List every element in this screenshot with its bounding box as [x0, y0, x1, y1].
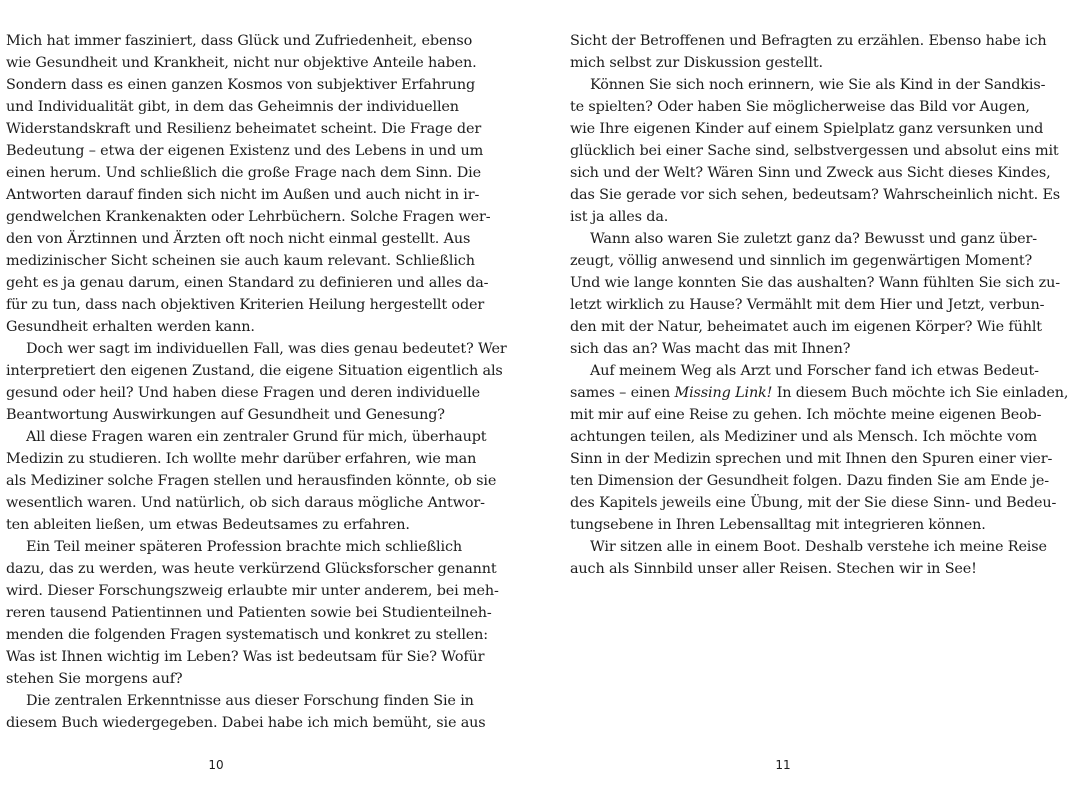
text-line: tungsebene in Ihren Lebensalltag mit integrieren können.	[570, 517, 986, 533]
text-line: das Sie gerade vor sich sehen, bedeutsam? Wahrscheinlich nicht. Es	[570, 187, 1061, 203]
right-page	[500, 0, 1068, 800]
text-span: In diesem Buch möchte ich Sie einladen,	[772, 385, 1068, 401]
text-line: geht es ja genau darum, einen Standard zu definieren und alles da-	[6, 275, 489, 291]
text-line: letzt wirklich zu Hause? Vermählt mit dem Hier und Jetzt, verbun-	[570, 297, 1045, 313]
text-line: Die zentralen Erkenntnisse aus dieser Forschung finden Sie in	[26, 693, 474, 709]
text-line: menden die folgenden Fragen systematisch und konkret zu stellen:	[6, 627, 488, 643]
text-line: All diese Fragen waren ein zentraler Grund für mich, überhaupt	[26, 429, 487, 445]
text-line: Mich hat immer fasziniert, dass Glück und Zufriedenheit, ebenso	[6, 33, 473, 49]
text-line: Medizin zu studieren. Ich wollte mehr darüber erfahren, wie man	[6, 451, 477, 467]
text-line: stehen Sie morgens auf?	[6, 671, 183, 687]
text-line: Was ist Ihnen wichtig im Leben? Was ist bedeutsam für Sie? Wofür	[6, 649, 485, 665]
text-line: den mit der Natur, beheimatet auch im eigenen Körper? Wie fühlt	[570, 319, 1042, 335]
page-number: 11	[775, 758, 791, 772]
text-line: Wir sitzen alle in einem Boot. Deshalb verstehe ich meine Reise	[590, 539, 1047, 555]
text-line: und Individualität gibt, in dem das Geheimnis der individuellen	[6, 99, 459, 115]
text-line: gendwelchen Krankenakten oder Lehrbüchern. Solche Fragen wer-	[6, 209, 491, 225]
text-line: einen herum. Und schließlich die große Frage nach dem Sinn. Die	[6, 165, 481, 181]
text-line: für zu tun, dass nach objektiven Kriterien Heilung hergestellt oder	[6, 297, 485, 313]
page-number: 10	[208, 758, 224, 772]
text-line: dazu, das zu werden, was heute verkürzend Glücksforscher genannt	[6, 561, 497, 577]
text-line: Ein Teil meiner späteren Profession brachte mich schließlich	[26, 539, 462, 555]
text-line-mixed	[570, 382, 1068, 404]
text-line: Doch wer sagt im individuellen Fall, was dies genau bedeutet? Wer	[26, 341, 507, 357]
text-line: achtungen teilen, als Mediziner und als Mensch. Ich möchte vom	[570, 429, 1037, 445]
text-line: gesund oder heil? Und haben diese Fragen und deren individuelle	[6, 385, 480, 401]
text-line: zeugt, völlig anwesend und sinnlich im gegenwärtigen Moment?	[570, 253, 1033, 269]
text-line: ist ja alles da.	[570, 209, 669, 225]
text-span: sames – einen	[570, 385, 675, 401]
text-line: Beantwortung Auswirkungen auf Gesundheit und Genesung?	[6, 407, 445, 423]
text-line: wesentlich waren. Und natürlich, ob sich daraus mögliche Antwor-	[6, 495, 485, 511]
text-line: den von Ärztinnen und Ärzten oft noch nicht einmal gestellt. Aus	[6, 231, 471, 247]
text-line: ten ableiten ließen, um etwas Bedeutsames zu erfahren.	[6, 517, 410, 533]
missing-link-emphasis: Missing Link!	[674, 385, 773, 401]
text-line: te spielten? Oder haben Sie möglicherweise das Bild vor Augen,	[570, 99, 1030, 115]
text-line: wie Gesundheit und Krankheit, nicht nur objektive Anteile haben.	[6, 55, 477, 71]
text-line: Wann also waren Sie zuletzt ganz da? Bewusst und ganz über-	[590, 231, 1037, 247]
text-line: medizinischer Sicht scheinen sie auch kaum relevant. Schließlich	[6, 253, 475, 269]
text-line: mit mir auf eine Reise zu gehen. Ich möchte meine eigenen Beob-	[570, 407, 1042, 423]
text-line: sich das an? Was macht das mit Ihnen?	[570, 341, 851, 357]
text-line: auch als Sinnbild unser aller Reisen. Stechen wir in See!	[570, 561, 977, 577]
text-line: des Kapitels jeweils eine Übung, mit der Sie diese Sinn- und Bedeu-	[570, 495, 1057, 511]
text-line: Sinn in der Medizin sprechen und mit Ihnen den Spuren einer vier-	[570, 451, 1053, 467]
text-line: reren tausend Patientinnen und Patienten sowie bei Studienteilneh-	[6, 605, 492, 621]
text-line: wird. Dieser Forschungszweig erlaubte mir unter anderem, bei meh-	[6, 583, 499, 599]
text-line: Sicht der Betroffenen und Befragten zu erzählen. Ebenso habe ich	[570, 33, 1047, 49]
text-line: als Mediziner solche Fragen stellen und herausfinden könnte, ob sie	[6, 473, 497, 489]
text-line: wie Ihre eigenen Kinder auf einem Spielplatz ganz versunken und	[570, 121, 1044, 137]
text-line: sich und der Welt? Wären Sinn und Zweck aus Sicht dieses Kindes,	[570, 165, 1051, 181]
text-line: Auf meinem Weg als Arzt und Forscher fand ich etwas Bedeut-	[590, 363, 1039, 379]
text-line: interpretiert den eigenen Zustand, die eigene Situation eigentlich als	[6, 363, 503, 379]
text-line: ten Dimension der Gesundheit folgen. Dazu finden Sie am Ende je-	[570, 473, 1049, 489]
text-line: Gesundheit erhalten werden kann.	[6, 319, 255, 335]
text-line: Bedeutung – etwa der eigenen Existenz und des Lebens in und um	[6, 143, 484, 159]
text-line: mich selbst zur Diskussion gestellt.	[570, 55, 823, 71]
text-line: Antworten darauf finden sich nicht im Außen und auch nicht in ir-	[6, 187, 480, 203]
text-line: Sondern dass es einen ganzen Kosmos von subjektiver Erfahrung	[6, 77, 476, 93]
text-line: diesem Buch wiedergegeben. Dabei habe ich mich bemüht, sie aus	[6, 715, 486, 731]
text-line: Widerstandskraft und Resilienz beheimatet scheint. Die Frage der	[6, 121, 482, 137]
left-page	[0, 0, 507, 800]
text-line: Und wie lange konnten Sie das aushalten? Wann fühlten Sie sich zu-	[570, 275, 1060, 291]
text-line: glücklich bei einer Sache sind, selbstvergessen und absolut eins mit	[570, 143, 1059, 159]
text-line: Können Sie sich noch erinnern, wie Sie als Kind in der Sandkis-	[590, 77, 1046, 93]
